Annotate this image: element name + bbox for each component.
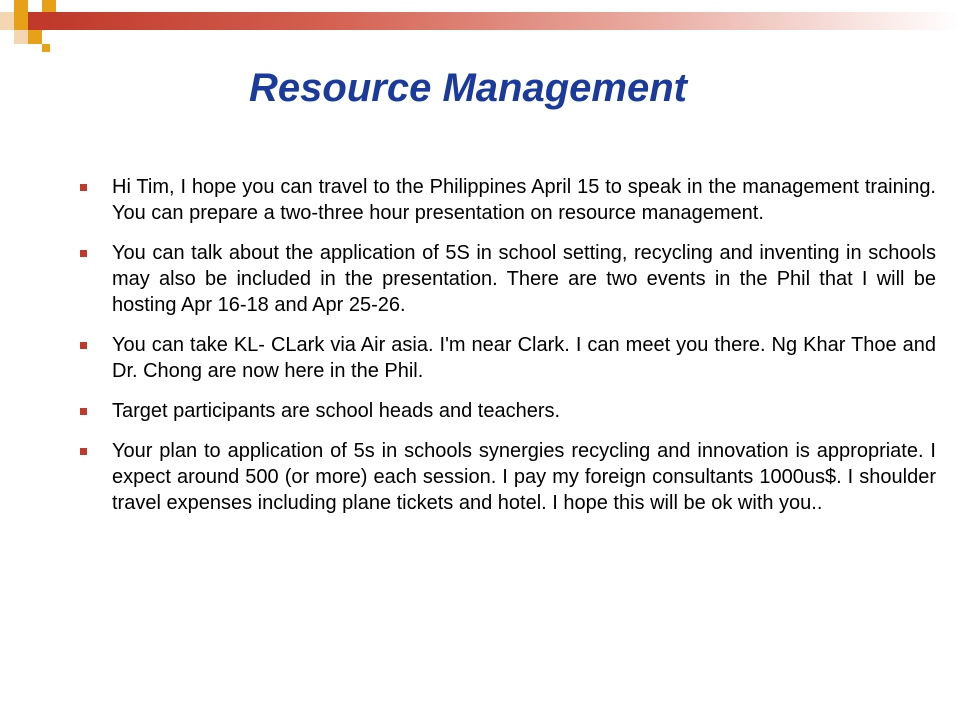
bullet-item [76, 174, 936, 226]
header-decoration [0, 0, 960, 60]
deco-square-orange [28, 30, 42, 44]
deco-square-orange [42, 0, 56, 12]
bullet-item [76, 240, 936, 318]
deco-gradient-bar [46, 12, 960, 30]
bullet-text: You can talk about the application of 5S in school setting, recycling and inventing in schools may also be included in the presentation. There are two events in the Phil that I will be hosting Apr 16-18 and Apr 25-26. [112, 242, 936, 316]
square-bullet-icon [80, 342, 87, 349]
bullet-text: Your plan to application of 5s in schools synergies recycling and innovation is appropriate. I expect around 500 (or more) each session. I pay my foreign consultants 1000us$. I shoulder travel expenses including plane tickets and hotel. I hope this will be ok with you.. [112, 440, 936, 514]
square-bullet-icon [80, 184, 87, 191]
bullet-item [76, 332, 936, 384]
square-bullet-icon [80, 250, 87, 257]
deco-square-orange [42, 44, 50, 52]
bullet-list [76, 174, 936, 530]
bullet-item [76, 438, 936, 516]
square-bullet-icon [80, 408, 87, 415]
deco-square-red [28, 12, 46, 30]
deco-square-light [14, 30, 28, 44]
deco-square-orange [14, 12, 28, 30]
bullet-text: Target participants are school heads and teachers. [112, 400, 561, 422]
bullet-text: Hi Tim, I hope you can travel to the Philippines April 15 to speak in the management training. You can prepare a two-three hour presentation on resource management. [112, 176, 936, 224]
bullet-text: You can take KL- CLark via Air asia. I'm near Clark. I can meet you there. Ng Khar Thoe and Dr. Chong are now here in the Phil. [112, 334, 936, 382]
deco-square-light [0, 12, 14, 30]
slide-title: Resource Management [249, 66, 687, 110]
bullet-item [76, 398, 936, 424]
square-bullet-icon [80, 448, 87, 455]
deco-square-orange [14, 0, 28, 12]
